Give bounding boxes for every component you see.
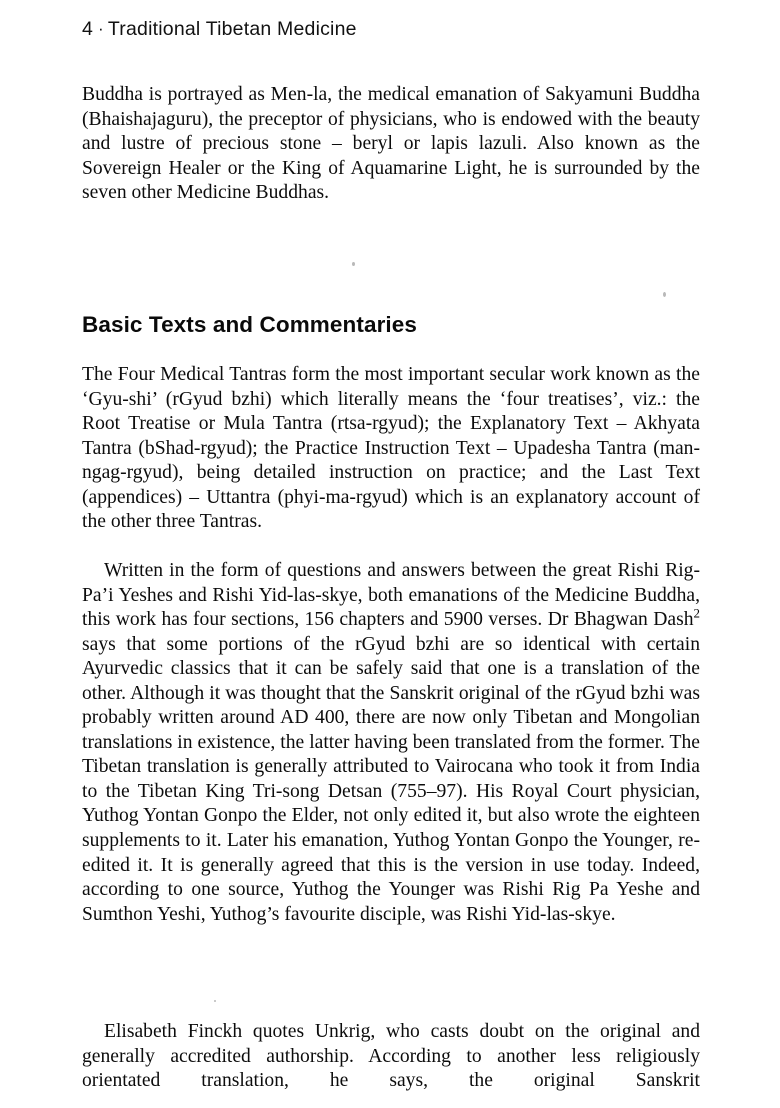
paragraph-buddha-men-la: Buddha is portrayed as Men-la, the medical emanation of Sakyamuni Buddha (Bhaishajaguru), the preceptor of physicians, who is endowed with the beauty and lustre of precious stone – beryl or lapis lazuli. Also known as the Sovereign Healer or the King of Aquamarine Light, he is surrounded by the seven other Medicine Buddhas.: [82, 84, 700, 204]
scan-speck: [214, 1000, 216, 1002]
paragraph-written-in-form: [82, 559, 700, 927]
paragraph-text-part-2: says that some portions of the rGyud bzhi are so identical with certain Ayurvedic classics that it can be safely said that one is a translation of the other. Although it was thought that the Sanskrit original of the rGyud bzhi was probably written around AD 400, there are now only Tibetan and Mongolian translations in existence, the latter having been translated from the former. The Tibetan translation is generally attributed to Vairocana who took it from India to the Tibetan King Tri-song Detsan (755–97). His Royal Court physician, Yuthog Yontan Gonpo the Elder, not only edited it, but also wrote the eighteen supplements to it. Later his emanation, Yuthog Yontan Gonpo the Younger, re-edited it. It is generally agreed that this is the version in use today. Indeed, according to one source, Yuthog the Younger was Rishi Rig Pa Yeshe and Sumthon Yeshi, Yuthog’s favourite disciple, was Rishi Yid-las-skye.: [82, 633, 700, 925]
scan-speck: [352, 262, 355, 266]
footnote-marker-2: 2: [693, 605, 700, 621]
paragraph-four-medical-tantras: The Four Medical Tantras form the most important secular work known as the ‘Gyu-shi’ (rGyud bzhi) which literally means the ‘four treatises’, viz.: the Root Treatise or Mula Tantra (rtsa-rgyud); the Explanatory Text – Akhyata Tantra (bShad-rgyud); the Practice Instruction Text – Upadesha Tantra (man-ngag-rgyud), being detailed instruction on practice; and the Last Text (appendices) – Uttantra (phyi-ma-rgyud) which is an explanatory account of the other three Tantras.: [82, 364, 700, 533]
section-heading-basic-texts: Basic Texts and Commentaries: [82, 312, 418, 337]
book-title: Traditional Tibetan Medicine: [107, 18, 357, 40]
page-number: 4: [82, 18, 94, 40]
running-head: [82, 18, 700, 41]
running-head-separator: ·: [98, 19, 104, 38]
paragraph-text-part-1: Written in the form of questions and answers between the great Rishi Rig-Pa’i Yeshes and Rishi Yid-las-skye, both emanations of the Medicine Buddha, this work has four sections, 156 chapters and 5900 verses. Dr Bhagwan Dash: [82, 560, 700, 631]
paragraph-elisabeth-finckh: Elisabeth Finckh quotes Unkrig, who casts doubt on the original and generally accredited authorship. According to another less religiously orientated translation, he says, the original Sanskrit: [82, 1021, 700, 1092]
scan-speck: [663, 292, 666, 297]
